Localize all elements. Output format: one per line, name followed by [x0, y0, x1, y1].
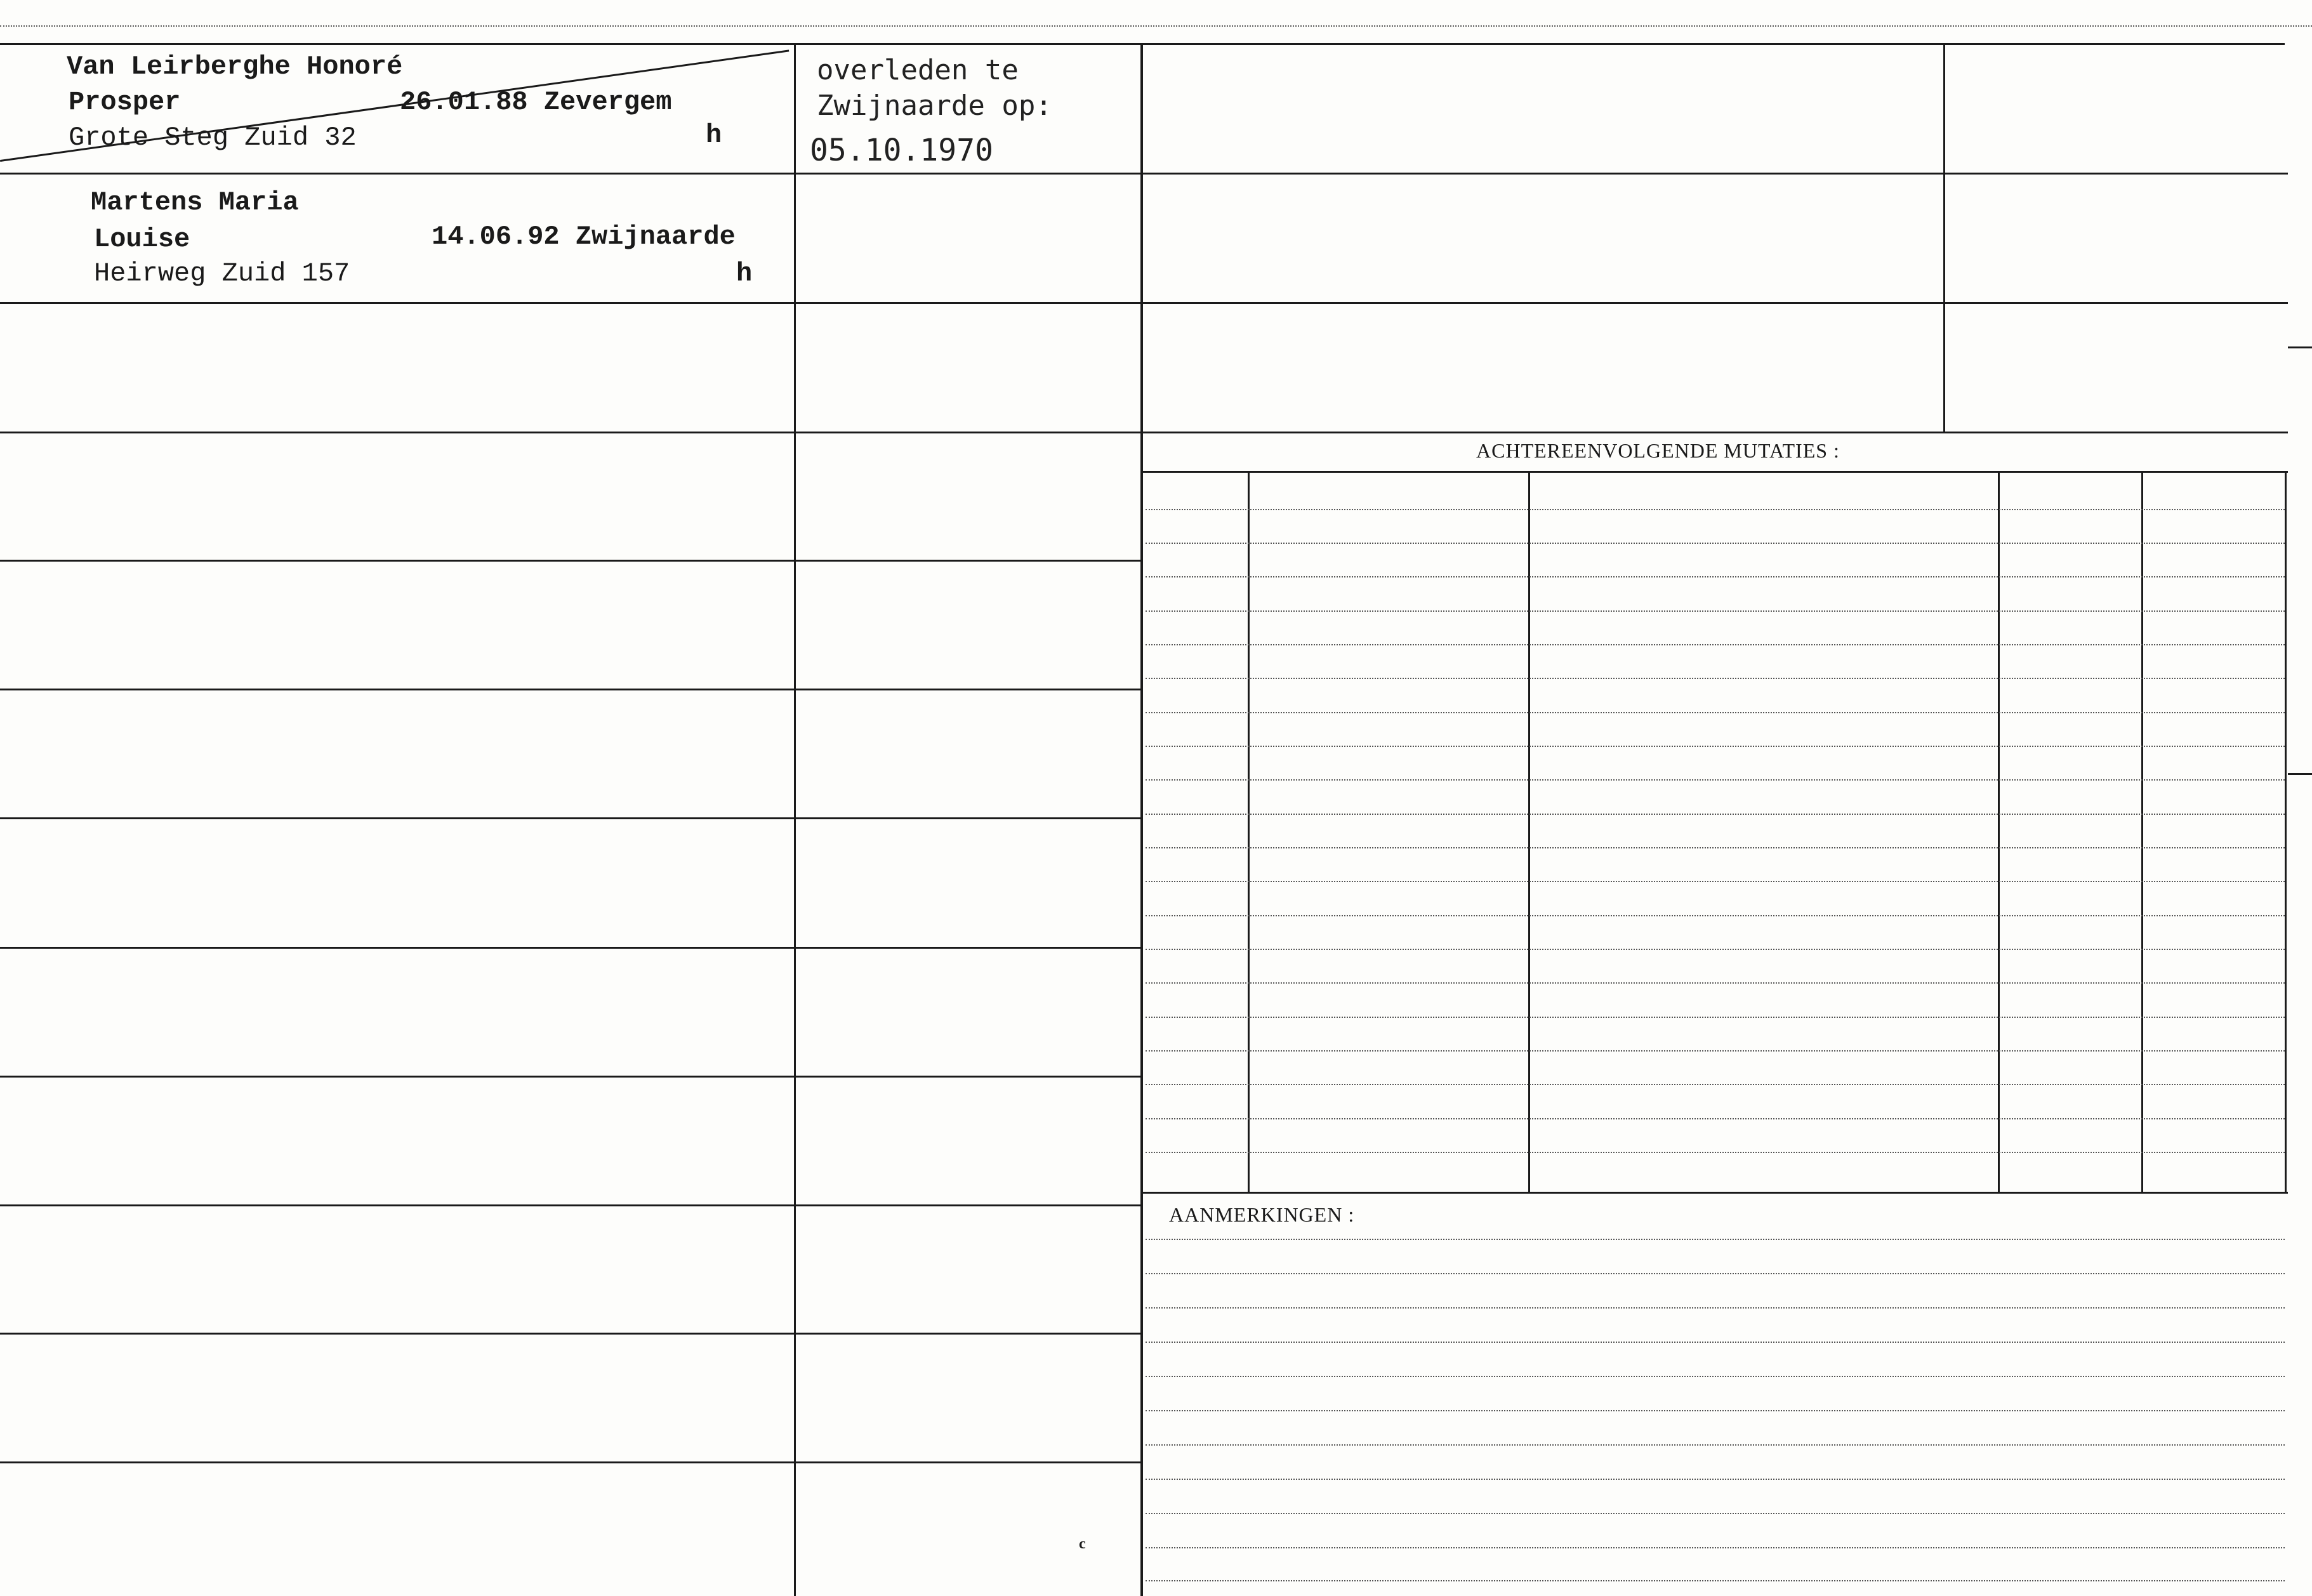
death-note-line2: Zwijnaarde op:	[817, 89, 1052, 122]
top-perforation	[0, 25, 2312, 27]
remarks-rule	[1146, 1479, 2285, 1480]
mutation-rule	[1146, 1084, 2285, 1085]
entry-1-given-name: Prosper	[69, 87, 181, 117]
mutation-rule	[1146, 1017, 2285, 1018]
row-divider	[0, 817, 1142, 819]
mutations-header: ACHTEREENVOLGENDE MUTATIES :	[1476, 439, 1840, 462]
remarks-rule	[1146, 1376, 2285, 1377]
mutations-bottom-border	[1142, 1192, 2288, 1194]
mutation-rule	[1146, 982, 2285, 984]
row-divider	[0, 432, 1142, 433]
entry-1-birth: 26.01.88 Zevergem	[400, 87, 672, 117]
remarks-rule	[1146, 1580, 2285, 1581]
entry-2-birth: 14.06.92 Zwijnaarde	[432, 221, 736, 252]
row-divider	[0, 947, 1142, 949]
mutation-rule	[1146, 678, 2285, 679]
entry-2-mark: h	[736, 258, 753, 289]
death-date: 05.10.1970	[810, 133, 993, 168]
remarks-header: AANMERKINGEN :	[1169, 1203, 1355, 1226]
column-divider	[794, 43, 796, 1596]
margin-tick	[2288, 773, 2312, 775]
remarks-rule	[1146, 1239, 2285, 1240]
mutation-rule	[1146, 814, 2285, 815]
margin-tick	[2288, 346, 2312, 348]
mutation-rule	[1146, 847, 2285, 848]
mutation-rule	[1146, 509, 2285, 510]
remarks-rule	[1146, 1307, 2285, 1309]
remarks-rule	[1146, 1410, 2285, 1411]
entry-1-address: Grote Steg Zuid 32	[69, 122, 357, 153]
row-divider	[0, 1076, 1142, 1078]
mutation-rule	[1146, 746, 2285, 747]
death-note-line1: overleden te	[817, 54, 1019, 86]
mutation-rule	[1146, 881, 2285, 882]
row-divider	[0, 560, 1142, 562]
remarks-rule	[1146, 1547, 2285, 1548]
row-divider	[0, 302, 1142, 304]
entry-1-name: Van Leirberghe Honoré	[67, 51, 403, 82]
remarks-rule	[1146, 1513, 2285, 1514]
mutation-rule	[1146, 1152, 2285, 1153]
mutation-rule	[1146, 1118, 2285, 1119]
remarks-rule	[1146, 1444, 2285, 1446]
entry-2-address: Heirweg Zuid 157	[94, 258, 350, 289]
row-divider	[0, 173, 1142, 175]
right-row-divider	[1142, 302, 2288, 304]
mutations-column	[2285, 471, 2287, 1192]
right-row-divider	[1142, 173, 2288, 175]
right-column-divider	[1943, 43, 1945, 432]
row-divider	[0, 1461, 1142, 1463]
mutation-rule	[1146, 712, 2285, 713]
row-divider	[0, 1204, 1142, 1206]
remarks-rule	[1146, 1342, 2285, 1343]
mutation-rule	[1146, 610, 2285, 612]
mutation-rule	[1146, 576, 2285, 577]
row-divider	[0, 689, 1142, 690]
mutations-top-border	[1142, 471, 2288, 473]
mutation-rule	[1146, 915, 2285, 916]
entry-1-mark: h	[706, 120, 722, 150]
mutation-rule	[1146, 543, 2285, 544]
entry-2-given-name: Louise	[94, 224, 190, 254]
mutation-rule	[1146, 779, 2285, 781]
stray-mark: c	[1079, 1536, 1086, 1552]
column-divider	[1140, 43, 1143, 1596]
mutation-rule	[1146, 1050, 2285, 1052]
row-divider	[0, 1333, 1142, 1335]
mutation-rule	[1146, 949, 2285, 950]
entry-2-name: Martens Maria	[91, 187, 299, 218]
right-row-divider	[1142, 432, 2288, 433]
remarks-rule	[1146, 1273, 2285, 1274]
mutation-rule	[1146, 644, 2285, 645]
